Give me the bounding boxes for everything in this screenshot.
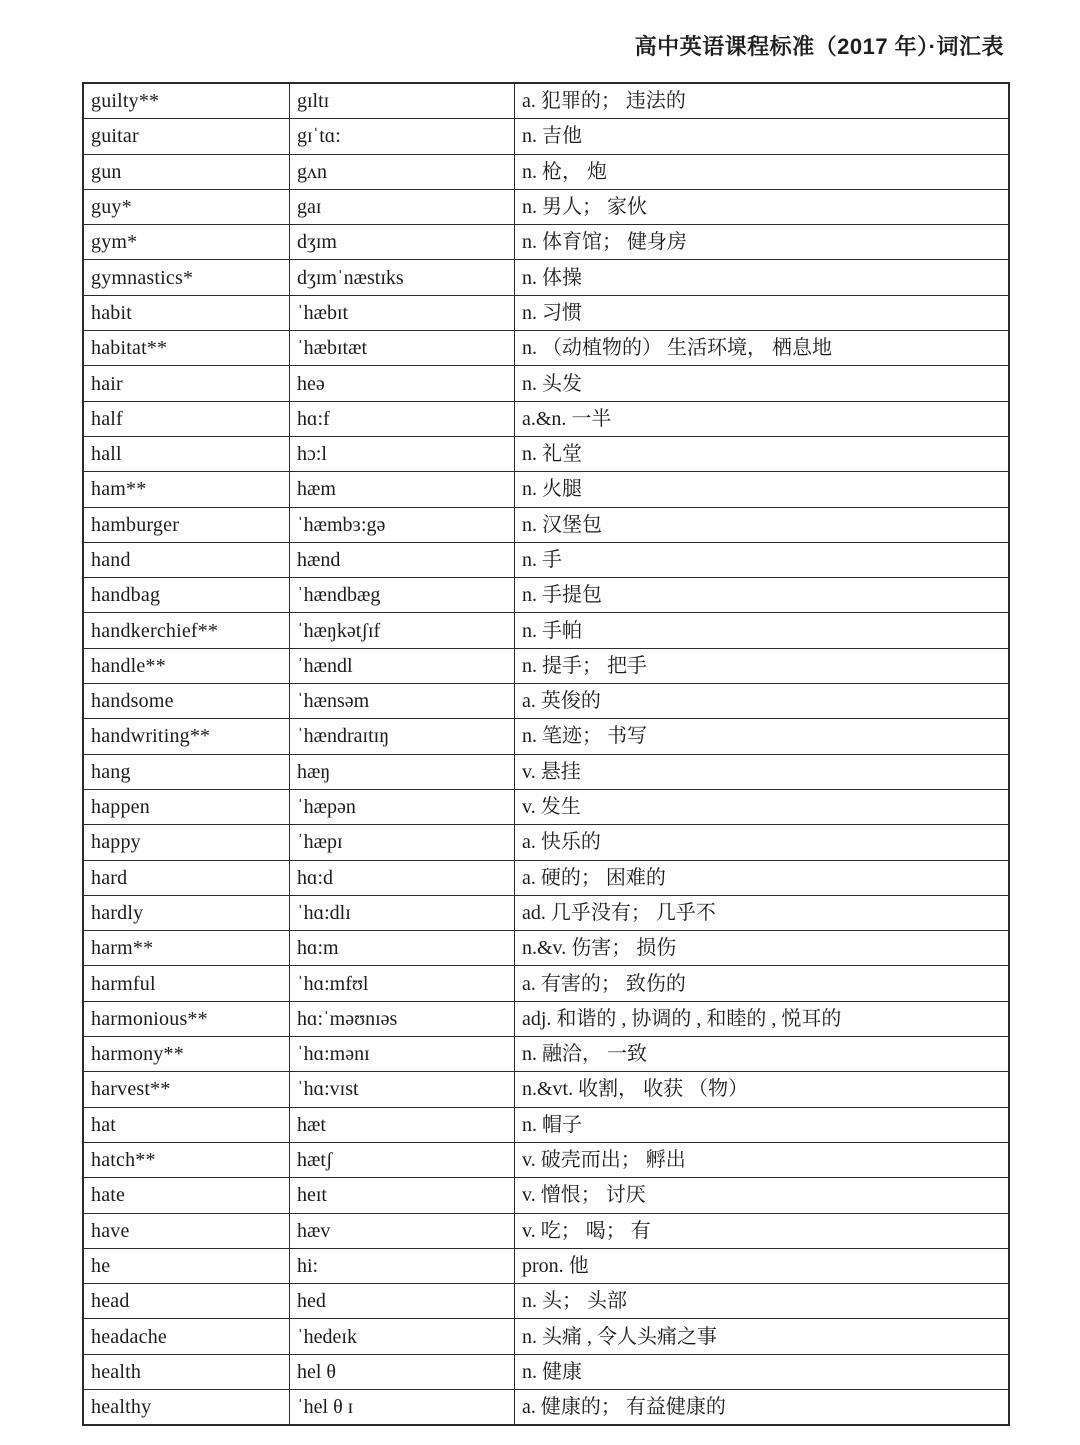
definition-cell: n. 手 [515, 542, 1010, 577]
word-cell: gun [83, 154, 290, 189]
table-row [83, 436, 1009, 471]
table-row [83, 1284, 1009, 1319]
definition-cell: n. 健康 [515, 1354, 1010, 1389]
phonetic-cell: ˈhɑ:mənɪ [290, 1037, 515, 1072]
phonetic-cell: hel θ [290, 1354, 515, 1389]
phonetic-cell: hɑ:ˈməʊnɪəs [290, 1001, 515, 1036]
word-cell: handbag [83, 578, 290, 613]
table-row [83, 1072, 1009, 1107]
definition-cell: adj. 和谐的 , 协调的 , 和睦的 , 悦耳的 [515, 1001, 1010, 1036]
word-cell: gymnastics* [83, 260, 290, 295]
table-row [83, 366, 1009, 401]
phonetic-cell: gɪˈtɑ: [290, 119, 515, 154]
word-cell: healthy [83, 1389, 290, 1425]
word-cell: hamburger [83, 507, 290, 542]
phonetic-cell: hɑ:m [290, 931, 515, 966]
definition-cell: n.&v. 伤害； 损伤 [515, 931, 1010, 966]
table-row [83, 1213, 1009, 1248]
phonetic-cell: heɪt [290, 1178, 515, 1213]
word-cell: harm** [83, 931, 290, 966]
word-cell: habitat** [83, 331, 290, 366]
table-row [83, 1001, 1009, 1036]
table-row [83, 1037, 1009, 1072]
word-cell: have [83, 1213, 290, 1248]
word-cell: head [83, 1284, 290, 1319]
table-row [83, 648, 1009, 683]
definition-cell: n. （动植物的） 生活环境， 栖息地 [515, 331, 1010, 366]
definition-cell: a. 快乐的 [515, 825, 1010, 860]
word-cell: hand [83, 542, 290, 577]
table-row [83, 260, 1009, 295]
table-row [83, 542, 1009, 577]
definition-cell: n. 头； 头部 [515, 1284, 1010, 1319]
word-cell: hall [83, 436, 290, 471]
word-cell: handsome [83, 684, 290, 719]
phonetic-cell: heə [290, 366, 515, 401]
word-cell: handkerchief** [83, 613, 290, 648]
vocabulary-table [82, 82, 1010, 1426]
phonetic-cell: dʒɪm [290, 225, 515, 260]
phonetic-cell: dʒɪmˈnæstɪks [290, 260, 515, 295]
phonetic-cell: ˈhæmbɜ:gə [290, 507, 515, 542]
word-cell: guitar [83, 119, 290, 154]
vocabulary-table-body [83, 83, 1009, 1425]
definition-cell: n. 体操 [515, 260, 1010, 295]
phonetic-cell: ˈhedeɪk [290, 1319, 515, 1354]
definition-cell: n. 男人； 家伙 [515, 189, 1010, 224]
phonetic-cell: ˈhæŋkətʃɪf [290, 613, 515, 648]
definition-cell: a.&n. 一半 [515, 401, 1010, 436]
table-row [83, 295, 1009, 330]
phonetic-cell: ˈhæpən [290, 789, 515, 824]
table-row [83, 1248, 1009, 1283]
word-cell: harmonious** [83, 1001, 290, 1036]
phonetic-cell: hætʃ [290, 1142, 515, 1177]
table-row [83, 83, 1009, 119]
word-cell: handwriting** [83, 719, 290, 754]
definition-cell: n. 枪， 炮 [515, 154, 1010, 189]
definition-cell: n. 头痛 , 令人头痛之事 [515, 1319, 1010, 1354]
table-row [83, 401, 1009, 436]
definition-cell: a. 犯罪的； 违法的 [515, 83, 1010, 119]
phonetic-cell: ˈhændraɪtɪŋ [290, 719, 515, 754]
phonetic-cell: gʌn [290, 154, 515, 189]
definition-cell: n. 火腿 [515, 472, 1010, 507]
table-row [83, 578, 1009, 613]
phonetic-cell: ˈhændbæg [290, 578, 515, 613]
word-cell: gym* [83, 225, 290, 260]
phonetic-cell: gɪltɪ [290, 83, 515, 119]
phonetic-cell: hæv [290, 1213, 515, 1248]
definition-cell: n. 礼堂 [515, 436, 1010, 471]
table-row [83, 1142, 1009, 1177]
word-cell: hatch** [83, 1142, 290, 1177]
phonetic-cell: ˈhænsəm [290, 684, 515, 719]
table-row [83, 754, 1009, 789]
phonetic-cell: hæt [290, 1107, 515, 1142]
definition-cell: n. 吉他 [515, 119, 1010, 154]
phonetic-cell: ˈhæpɪ [290, 825, 515, 860]
definition-cell: v. 吃； 喝； 有 [515, 1213, 1010, 1248]
phonetic-cell: hɑ:d [290, 860, 515, 895]
word-cell: handle** [83, 648, 290, 683]
phonetic-cell: ˈhel θ ɪ [290, 1389, 515, 1425]
table-row [83, 189, 1009, 224]
definition-cell: a. 健康的； 有益健康的 [515, 1389, 1010, 1425]
word-cell: hate [83, 1178, 290, 1213]
definition-cell: n. 手提包 [515, 578, 1010, 613]
word-cell: guilty** [83, 83, 290, 119]
word-cell: ham** [83, 472, 290, 507]
table-row [83, 789, 1009, 824]
definition-cell: v. 憎恨； 讨厌 [515, 1178, 1010, 1213]
table-row [83, 154, 1009, 189]
table-row [83, 1107, 1009, 1142]
word-cell: hardly [83, 895, 290, 930]
page-title: 高中英语课程标准（2017 年）·词汇表 [634, 34, 1004, 59]
definition-cell: a. 英俊的 [515, 684, 1010, 719]
table-row [83, 119, 1009, 154]
table-row [83, 1178, 1009, 1213]
word-cell: harvest** [83, 1072, 290, 1107]
word-cell: he [83, 1248, 290, 1283]
table-row [83, 931, 1009, 966]
phonetic-cell: hɔ:l [290, 436, 515, 471]
table-row [83, 1389, 1009, 1425]
phonetic-cell: gaɪ [290, 189, 515, 224]
phonetic-cell: hɑ:f [290, 401, 515, 436]
table-row [83, 507, 1009, 542]
word-cell: harmony** [83, 1037, 290, 1072]
word-cell: headache [83, 1319, 290, 1354]
table-row [83, 684, 1009, 719]
definition-cell: n. 体育馆； 健身房 [515, 225, 1010, 260]
phonetic-cell: hæŋ [290, 754, 515, 789]
definition-cell: ad. 几乎没有； 几乎不 [515, 895, 1010, 930]
table-row [83, 1354, 1009, 1389]
word-cell: happy [83, 825, 290, 860]
word-cell: half [83, 401, 290, 436]
definition-cell: n. 提手； 把手 [515, 648, 1010, 683]
table-row [83, 331, 1009, 366]
phonetic-cell: ˈhɑ:dlɪ [290, 895, 515, 930]
table-row [83, 895, 1009, 930]
definition-cell: n. 帽子 [515, 1107, 1010, 1142]
phonetic-cell: hi: [290, 1248, 515, 1283]
word-cell: harmful [83, 966, 290, 1001]
table-row [83, 860, 1009, 895]
word-cell: hat [83, 1107, 290, 1142]
phonetic-cell: ˈhɑ:mfʊl [290, 966, 515, 1001]
definition-cell: pron. 他 [515, 1248, 1010, 1283]
table-row [83, 966, 1009, 1001]
definition-cell: n. 汉堡包 [515, 507, 1010, 542]
table-row [83, 613, 1009, 648]
phonetic-cell: hæm [290, 472, 515, 507]
definition-cell: n. 习惯 [515, 295, 1010, 330]
phonetic-cell: hænd [290, 542, 515, 577]
phonetic-cell: hed [290, 1284, 515, 1319]
table-row [83, 825, 1009, 860]
word-cell: health [83, 1354, 290, 1389]
phonetic-cell: ˈhæbɪt [290, 295, 515, 330]
definition-cell: n. 融洽， 一致 [515, 1037, 1010, 1072]
definition-cell: n. 笔迹； 书写 [515, 719, 1010, 754]
definition-cell: n.&vt. 收割， 收获 （物） [515, 1072, 1010, 1107]
word-cell: hair [83, 366, 290, 401]
table-row [83, 719, 1009, 754]
word-cell: guy* [83, 189, 290, 224]
phonetic-cell: ˈhɑ:vɪst [290, 1072, 515, 1107]
word-cell: happen [83, 789, 290, 824]
definition-cell: a. 有害的； 致伤的 [515, 966, 1010, 1001]
table-row [83, 225, 1009, 260]
definition-cell: n. 手帕 [515, 613, 1010, 648]
table-row [83, 1319, 1009, 1354]
word-cell: habit [83, 295, 290, 330]
definition-cell: v. 破壳而出； 孵出 [515, 1142, 1010, 1177]
definition-cell: v. 发生 [515, 789, 1010, 824]
phonetic-cell: ˈhændl [290, 648, 515, 683]
definition-cell: v. 悬挂 [515, 754, 1010, 789]
table-row [83, 472, 1009, 507]
word-cell: hard [83, 860, 290, 895]
phonetic-cell: ˈhæbɪtæt [290, 331, 515, 366]
definition-cell: a. 硬的； 困难的 [515, 860, 1010, 895]
definition-cell: n. 头发 [515, 366, 1010, 401]
word-cell: hang [83, 754, 290, 789]
